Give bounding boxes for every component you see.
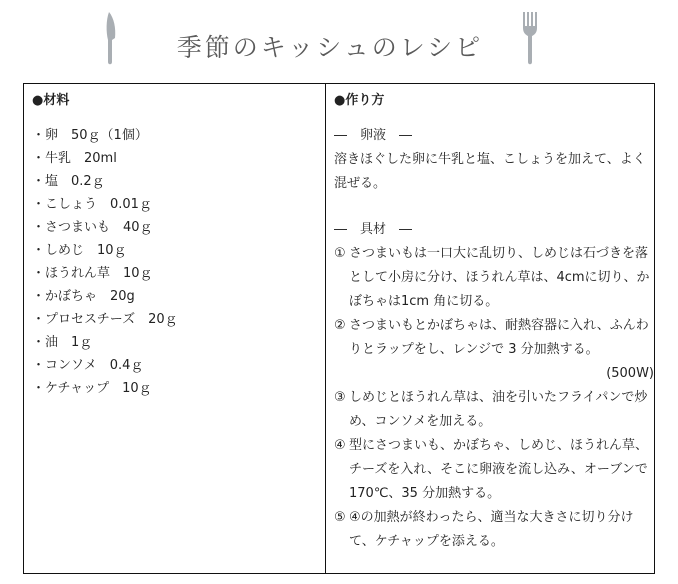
step-text: さつまいもは一口大に乱切り、しめじは石づきを落として小房に分け、ほうれん草は、4cmに切り、かぼちゃは1cm 角に切る。 [349,246,650,309]
ingredient-list [32,124,325,400]
ingredient-item: ・しめじ 10ｇ [32,243,127,258]
fork-icon [521,12,543,66]
step-item [334,242,654,314]
ingredient-item: ・塩 0.2ｇ [32,174,105,189]
ingredient-item: ・さつまいも 40ｇ [32,220,153,235]
step-text: さつまいもとかぼちゃは、耐熱容器に入れ、ふんわりとラップをし、レンジで 3 分加熱する。 [349,318,649,357]
step-list [334,242,654,554]
step-number: ① [334,246,346,261]
step-item [334,434,654,506]
knife-icon [104,12,118,66]
step-text: ④の加熱が終わったら、適当な大きさに切り分けて、ケチャップを添える。 [349,510,634,549]
step-item [334,386,654,434]
ingredient-item: ・ほうれん草 10ｇ [32,266,153,281]
method-column [326,84,654,573]
page-title: 季節のキッシュのレシピ [176,33,484,62]
step-item [334,506,654,554]
ingredient-item: ・かぼちゃ 20g [32,289,135,304]
step-text: 型にさつまいも、かぼちゃ、しめじ、ほうれん草、チーズを入れ、そこに卵液を流し込み、オーブンで 170℃、35 分加熱する。 [349,438,649,501]
step-text: しめじとほうれん草は、油を引いたフライパンで炒め、コンソメを加える。 [349,390,648,429]
header [0,0,678,80]
ingredients-heading: ●材料 [32,93,70,108]
ingredient-item: ・油 1ｇ [32,335,93,350]
ingredient-item: ・コンソメ 0.4ｇ [32,358,144,373]
recipe-table [23,83,655,574]
step-note: (500W) [606,366,654,381]
step-number: ③ [334,390,346,405]
ingredient-item: ・ケチャップ 10ｇ [32,381,152,396]
egg-instructions: 溶きほぐした卵に牛乳と塩、こしょうを加えて、よく混ぜる。 [334,152,646,191]
egg-section-title: ― 卵液 ― [334,128,413,143]
ingredient-item: ・プロセスチーズ 20ｇ [32,312,178,327]
ingredient-item: ・卵 50ｇ（1個） [32,128,148,143]
step-number: ⑤ [334,510,346,525]
step-number: ④ [334,438,346,453]
ingredients-section-title: ― 具材 ― [334,222,413,237]
ingredients-column [24,84,326,573]
step-number: ② [334,318,346,333]
step-text-wrap [349,314,654,386]
ingredient-item: ・牛乳 20ml [32,151,117,166]
ingredient-item: ・こしょう 0.01ｇ [32,197,152,212]
step-item [334,314,654,386]
method-heading: ●作り方 [334,93,385,108]
